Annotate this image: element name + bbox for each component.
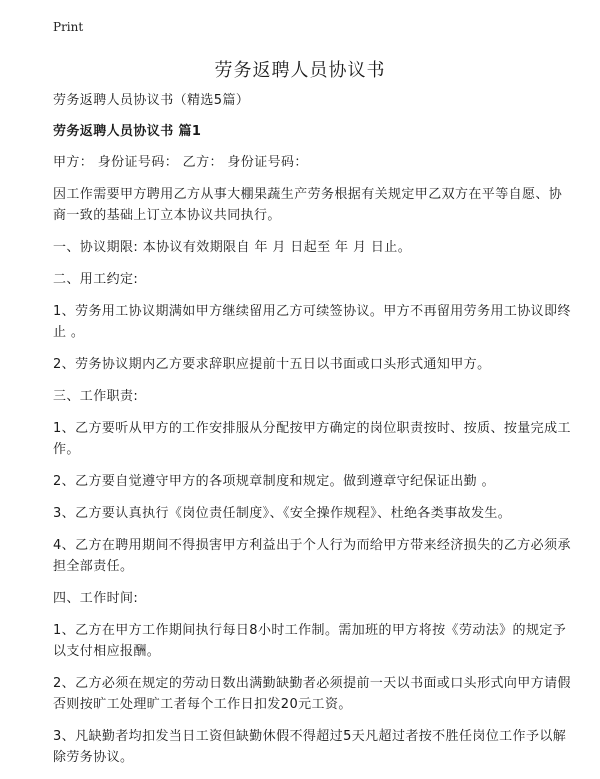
clause-heading-duties: 三、工作职责: [53,389,139,404]
clause-paragraph: 2、乙方要自觉遵守甲方的各项规章制度和规定。做到遵章守纪保证出勤 。 [53,474,496,489]
clause-paragraph: 3、凡缺勤者均扣发当日工资但缺勤休假不得超过5天凡超过者按不胜任岗位工作予以解除劳务协议。 [53,729,567,765]
clause-heading-term: 一、协议期限: 本协议有效期限自 年 月 日起至 年 月 日止。 [53,240,412,255]
clause-paragraph: 2、乙方必须在规定的劳动日数出满勤缺勤者必须提前一天以书面或口头形式向甲方请假否则按旷工处理旷工者每个工作日扣发20元工资。 [53,676,571,712]
document-body [53,90,571,779]
clause-paragraph: 1、劳务用工协议期满如甲方继续留用乙方可续签协议。甲方不再留用劳务用工协议即终止 。 [53,304,571,340]
document-title: 劳务返聘人员协议书 [214,60,386,81]
clause-heading-hours: 四、工作时间: [53,591,139,606]
intro-paragraph: 因工作需要甲方聘用乙方从事大棚果蔬生产劳务根据有关规定甲乙双方在平等自愿、协商一致的基础上订立本协议共同执行。 [53,187,563,223]
clause-paragraph: 1、乙方要听从甲方的工作安排服从分配按甲方确定的岗位职责按时、按质、按量完成工作。 [53,421,571,457]
clause-heading-employment: 二、用工约定: [53,272,139,287]
print-label: Print [53,20,84,34]
document-subtitle: 劳务返聘人员协议书（精选5篇） [53,93,250,108]
clause-paragraph: 1、乙方在甲方工作期间执行每日8小时工作制。需加班的甲方将按《劳动法》的规定予以支付相应报酬。 [53,623,567,659]
clause-paragraph: 3、乙方要认真执行《岗位责任制度》、《安全操作规程》、杜绝各类事故发生。 [53,506,512,521]
party-info-line: 甲方： 身份证号码： 乙方： 身份证号码： [53,155,308,170]
clause-paragraph: 2、劳务协议期内乙方要求辞职应提前十五日以书面或口头形式通知甲方。 [53,357,491,372]
clause-paragraph: 4、乙方在聘用期间不得损害甲方利益出于个人行为而给甲方带来经济损失的乙方必须承担全部责任。 [53,538,571,574]
section-heading: 劳务返聘人员协议书 篇1 [53,124,202,139]
